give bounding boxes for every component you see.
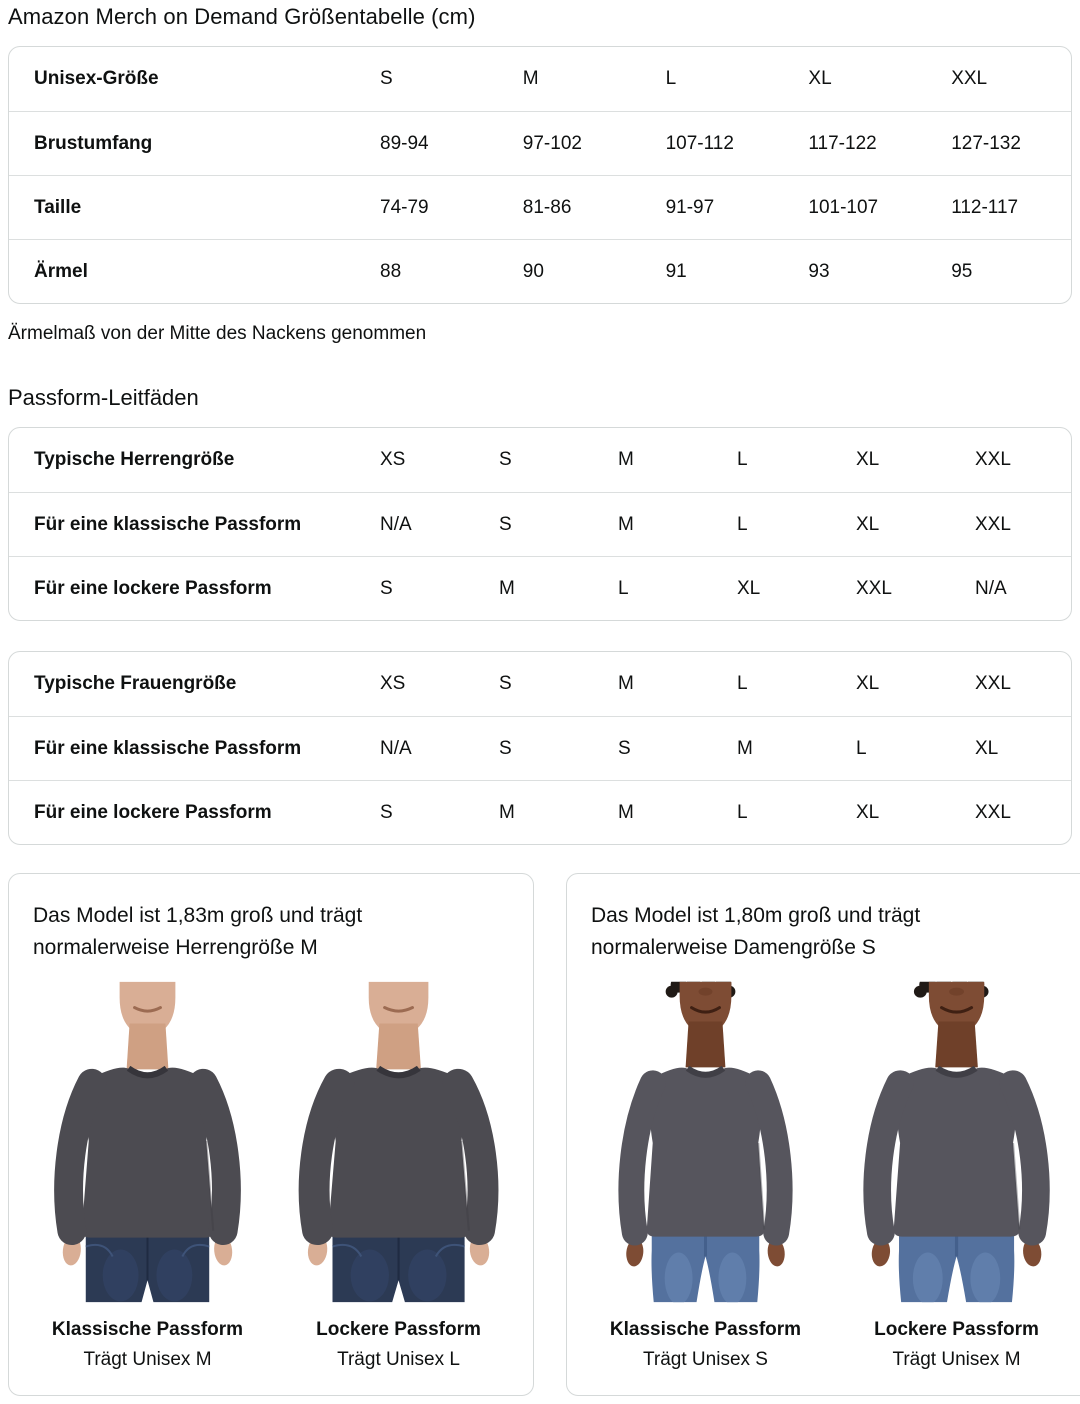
cell-value: XXL — [975, 449, 1011, 470]
male-model-card — [8, 873, 534, 1396]
row-label: Typische Herrengröße — [34, 449, 235, 470]
row-label: Für eine lockere Passform — [34, 577, 272, 599]
cell-value: XL — [856, 513, 880, 535]
cell-value: 97-102 — [522, 132, 582, 154]
cell-value: S — [499, 737, 512, 759]
female-loose-fit-figure — [842, 981, 1071, 1371]
cell-value: 117-122 — [808, 132, 877, 154]
fit-name-label: Klassische Passform — [609, 1319, 802, 1340]
cell-value: L — [856, 737, 867, 759]
fit-size-label: Trägt Unisex M — [83, 1349, 212, 1370]
male-model-classic-image — [33, 981, 262, 1303]
cell-value: XL — [975, 737, 999, 759]
table-row — [9, 111, 1071, 175]
cell-value: M — [499, 801, 515, 823]
cell-value: 81-86 — [522, 196, 572, 218]
cell-value: XS — [380, 673, 406, 694]
cell-value: L — [618, 577, 629, 599]
cell-value: 93 — [808, 260, 830, 282]
cell-value: 89-94 — [380, 132, 429, 154]
cell-value: N/A — [975, 577, 1007, 599]
cell-value: 112-117 — [951, 196, 1019, 218]
cell-value: XXL — [856, 577, 892, 599]
cell-value: S — [499, 449, 512, 470]
cell-value: XXL — [975, 513, 1011, 535]
cell-value: L — [737, 449, 748, 470]
row-label: Unisex-Größe — [34, 68, 159, 89]
row-label: Typische Frauengröße — [34, 673, 237, 694]
womens-fit-table — [8, 651, 1072, 845]
col-header: M — [522, 68, 539, 89]
cell-value: 107-112 — [665, 132, 734, 154]
cell-value: M — [618, 513, 634, 535]
fit-guides-heading: Passform-Leitfäden — [8, 385, 199, 410]
cell-value: 74-79 — [380, 196, 429, 218]
fit-size-label: Trägt Unisex S — [643, 1349, 768, 1370]
row-label: Für eine lockere Passform — [34, 801, 272, 823]
fit-name-label: Lockere Passform — [874, 1319, 1039, 1340]
female-model-classic-image — [591, 981, 820, 1303]
cell-value: M — [618, 673, 634, 694]
female-model-card — [566, 873, 1080, 1396]
cell-value: N/A — [380, 737, 412, 759]
cell-value: L — [737, 801, 748, 823]
fit-name-label: Lockere Passform — [316, 1319, 481, 1340]
male-loose-fit-figure — [284, 981, 513, 1371]
female-model-loose-image — [842, 981, 1071, 1303]
col-header: XL — [808, 68, 832, 89]
table-row — [9, 716, 1071, 780]
row-label: Für eine klassische Passform — [34, 513, 302, 535]
figures-row — [591, 981, 1071, 1371]
row-label: Ärmel — [34, 260, 88, 282]
cell-value: 101-107 — [808, 196, 879, 218]
size-table — [8, 46, 1072, 304]
cell-value: S — [380, 577, 393, 599]
cell-value: XXL — [975, 673, 1011, 694]
cell-value: 91-97 — [665, 196, 715, 218]
cell-value: S — [618, 737, 631, 759]
cell-value: S — [380, 801, 393, 823]
table-row — [9, 652, 1071, 716]
fit-name-label: Klassische Passform — [51, 1319, 244, 1340]
cell-value: M — [499, 577, 515, 599]
cell-value: XS — [380, 449, 406, 470]
cell-value: L — [737, 673, 748, 694]
model-cards — [8, 873, 1072, 1396]
cell-value: 91 — [665, 260, 687, 282]
cell-value: XXL — [975, 801, 1011, 823]
cell-value: XL — [737, 577, 761, 599]
table-row — [9, 428, 1071, 492]
mens-fit-table — [8, 427, 1072, 621]
table-row — [9, 492, 1071, 556]
row-label: Taille — [34, 196, 82, 218]
sleeve-measure-note: Ärmelmaß von der Mitte des Nackens genommen — [8, 323, 427, 344]
cell-value: 88 — [380, 260, 402, 282]
figures-row — [33, 981, 513, 1371]
cell-value: M — [737, 737, 753, 759]
cell-value: M — [618, 801, 634, 823]
cell-value: L — [737, 513, 748, 535]
row-label: Brustumfang — [34, 132, 153, 154]
cell-value: S — [499, 513, 512, 535]
cell-value: 90 — [522, 260, 544, 282]
table-row — [9, 47, 1071, 111]
row-label: Für eine klassische Passform — [34, 737, 302, 759]
fit-size-label: Trägt Unisex M — [892, 1349, 1021, 1370]
female-classic-fit-figure — [591, 981, 820, 1371]
col-header: L — [665, 68, 677, 89]
cell-value: XL — [856, 801, 880, 823]
table-row — [9, 239, 1071, 303]
cell-value: XL — [856, 449, 880, 470]
page-title: Amazon Merch on Demand Größentabelle (cm) — [8, 4, 476, 29]
male-classic-fit-figure — [33, 981, 262, 1371]
model-description: Das Model ist 1,80m groß und trägt normalerweise Damengröße S — [591, 904, 921, 959]
cell-value: XL — [856, 673, 880, 694]
cell-value: S — [499, 673, 512, 694]
cell-value: M — [618, 449, 634, 470]
model-description: Das Model ist 1,83m groß und trägt normalerweise Herrengröße M — [33, 904, 363, 959]
col-header: XXL — [951, 68, 988, 89]
cell-value: 127-132 — [951, 132, 1021, 154]
table-row — [9, 175, 1071, 239]
table-row — [9, 556, 1071, 620]
col-header: S — [380, 68, 393, 89]
table-row — [9, 780, 1071, 844]
male-model-loose-image — [284, 981, 513, 1303]
cell-value: 95 — [951, 260, 973, 282]
fit-size-label: Trägt Unisex L — [337, 1349, 460, 1370]
cell-value: N/A — [380, 513, 412, 535]
